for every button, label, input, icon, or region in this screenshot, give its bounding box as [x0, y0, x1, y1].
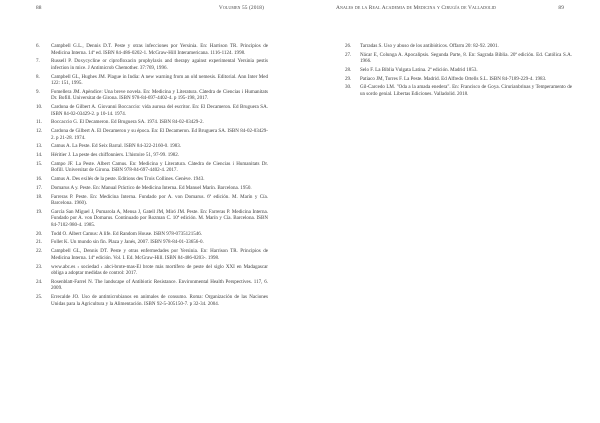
reference-number: 22. — [36, 248, 43, 255]
reference-text: Campbell GL, Dennis DT. Peste y otras enfermedades por Yersinia. En: Harrison TR. Principios de Medicina Interna. 14ª edición. Vol. I. Ed. McGraw-Hill. ISBN 84-486-0203-. 1998. — [51, 248, 268, 261]
reference-text: Todd O. Albert Camus: A life. Ed Random House. ISBN 978-0735121546. — [51, 230, 203, 237]
reference-text: Domarus A y. Peste. En: Manual Práctico de Medicina Interna. Ed Manuel Marín. Barcelona. 1950. — [51, 184, 252, 191]
reference-number: 29. — [345, 75, 352, 82]
reference-number: 12. — [36, 128, 43, 135]
reference-list — [345, 43, 572, 100]
reference-number: 26. — [345, 43, 352, 49]
reference-text: Patiaco JM, Torres F. La Peste. Madrid. Ed Alfredo Ortells S.L. ISBN 84-7189-229-4. 1983. — [360, 75, 547, 82]
reference-item — [36, 239, 268, 246]
reference-text: Russell P. Doxycycline or ciprofloxacin prophylaxis and therapy against experimental Yersinia pestis infection in mice. J Antimicrob Chemother. 37:769, 1996. — [51, 58, 268, 71]
reference-number: 13. — [36, 143, 43, 150]
reference-item — [36, 43, 268, 56]
reference-number: 10. — [36, 104, 43, 111]
reference-item — [36, 209, 268, 229]
reference-number: 15. — [36, 160, 43, 167]
reference-item — [345, 52, 572, 65]
left-page-header — [36, 5, 264, 15]
reference-text: Cardona de Gilbert A. Giovanni Boccaccio: vida aurosa del escritor. En: El Decameron. Ed Bruguera SA. ISBN 84-02-03429-2. p 10-14. 1974. — [51, 104, 268, 117]
reference-item — [36, 294, 268, 307]
reference-item — [36, 264, 268, 277]
reference-text: Tarradas S. Uso y abuso de los antibióticos. Offarm 20: 82-92. 2001. — [360, 43, 499, 49]
reference-item — [36, 143, 268, 150]
reference-text: Fomellera JM. Apèndice: Una breve novela. En: Medicina y Literatura. Càtedra de Ciencias i Humanitats Dr. Bofill. Universitat de Girona. ISBN 978-84-697-4402-4. p 195-198, 2017. — [51, 88, 268, 102]
reference-number: 30. — [345, 84, 352, 91]
reference-item — [36, 152, 268, 159]
reference-number: 17. — [36, 184, 43, 191]
reference-item — [36, 161, 268, 174]
reference-text: www.abc.es › sociedad › abci-brote-mas-El brote más mortífero de peste del siglo XXI en Madagascar obliga a adoptar medidas de control: 2017. — [51, 263, 268, 277]
reference-number: 16. — [36, 176, 43, 183]
reference-text: Campbell GL, Hughes JM. Plague in India: A new warning from an old nemesis. Editorial. Ann Inter Med 122: 151, 1995. — [51, 73, 268, 87]
reference-item — [345, 84, 572, 97]
reference-number: 14. — [36, 152, 43, 159]
reference-number: 9. — [36, 88, 40, 95]
reference-list — [36, 43, 268, 309]
reference-number: 11. — [36, 119, 43, 126]
reference-text: García San Miguel J, Pumarola A, Mensa J, Gatell JM, Miró JM. Peste. En: Farreras P. Medicina Interna. Fundado por A. von Domarus. Continuado por Rozman C. 10ª edición. M. Marín y Cía. Barcelona. ISBN 84-7102-980-4. 1985. — [51, 208, 268, 229]
right-page-header — [336, 5, 564, 15]
reference-number: 20. — [36, 230, 43, 237]
reference-item — [36, 185, 268, 192]
right-page — [300, 0, 600, 423]
reference-text: Campbell G.L., Dennis D.T. Peste y otras infecciones por Yersinia. En: Harrison TR. Principios de Medicina Interna. 14ª ed. ISBN 84-486-0202-1. McGraw-Hill Interamericana. 1116-1124. 1998. — [51, 43, 268, 56]
reference-number: 19. — [36, 208, 43, 215]
page-number: 88 — [36, 5, 42, 11]
reference-item — [36, 279, 268, 292]
reference-item — [345, 43, 572, 50]
reference-item — [345, 67, 572, 74]
reference-text: Boccaccio G. El Decameron. Ed Bruguera SA. 1974. ISBN 84-02-03429-2. — [51, 119, 204, 126]
reference-item — [36, 119, 268, 126]
reference-number: 27. — [345, 51, 352, 58]
reference-number: 25. — [36, 294, 43, 301]
reference-number: 28. — [345, 67, 352, 74]
reference-text: Rosenblatt-Farrel N. The landscape of Antibiotic Resistance. Environmental Health Perspectives. 117, 6. 2009. — [51, 278, 268, 292]
reference-text: Nácar E, Colunga A. Apocalipsis. Segunda Parte, 8. En: Sagrada Biblia. 20ª edición. Ed. Católica S.A. 1966. — [360, 51, 572, 65]
reference-item — [36, 194, 268, 207]
reference-text: Cardona de Gilbert A. El Decameron y su época. En: El Decameron. Ed Bruguera SA. ISBN 84-02-03429-2. p 21-28. 1974. — [51, 128, 268, 141]
reference-item — [36, 104, 268, 117]
reference-text: Gil-Carcedo LM. "Oda a la amada enedera". En: Francisco de Goya. Cirurianbrinas y Temperamento de un sordo genial. Libertas Ediciones. Valladolid. 2018. — [360, 84, 572, 98]
page-number: 89 — [558, 5, 564, 11]
reference-item — [36, 58, 268, 71]
reference-text: Héritier J. La peste des chiffonniers. L'histoire 51, 97-99. 1982. — [51, 152, 180, 159]
reference-number: 18. — [36, 193, 43, 200]
reference-item — [36, 231, 268, 238]
reference-number: 7. — [36, 58, 40, 65]
running-title: Volumen 55 (2018) — [218, 5, 264, 11]
reference-number: 8. — [36, 73, 40, 80]
reference-item — [36, 248, 268, 261]
reference-number: 24. — [36, 278, 43, 285]
reference-number: 23. — [36, 263, 43, 270]
reference-item — [36, 176, 268, 183]
reference-item — [345, 76, 572, 83]
reference-text: Camus A. La Peste. Ed Seix Barral. ISBN 84-322-2160-0. 1983. — [51, 143, 182, 150]
reference-item — [36, 128, 268, 141]
reference-number: 6. — [36, 43, 40, 49]
reference-text: Follet K. Un mundo sin fin. Plaza y Janés, 2007. ISBN 978-84-01-33656-0. — [51, 239, 204, 246]
reference-text: Errecalde JO. Uso de antimicrobianos en animales de consumo. Roma: Organización de las Naciones Unidas para la Agricultura y la Alimentación. ISBN 92-5-305150-7. p 32-34. 2004. — [51, 294, 268, 307]
reference-item — [36, 89, 268, 102]
reference-text: Farreras P. Peste. En: Medicina Interna. Fundado por A. von Domarus. 6ª edición. M. Marín y Cía. Barcelona. 1960). — [51, 193, 268, 207]
reference-text: Campo JF. La Peste. Albert Camus. En: Medicina y Literatura. Càtedra de Ciencias i Humanitats Dr. Bofill. Universitat de Girona. ISBN 978-84-697-4402-4. 2017. — [51, 160, 268, 174]
running-title: Anales de la Real Academia de Medicina y Cirugía de Valladolid — [336, 5, 497, 11]
reference-text: Camus A. Des exilés de la peste. Editions des Trois Collines. Genève. 1943. — [51, 176, 205, 183]
reference-item — [36, 74, 268, 87]
reference-text: Selo F. La Biblia Vulgata Latina. 2ª edición. Madrid 1853. — [360, 67, 478, 74]
reference-number: 21. — [36, 239, 43, 246]
